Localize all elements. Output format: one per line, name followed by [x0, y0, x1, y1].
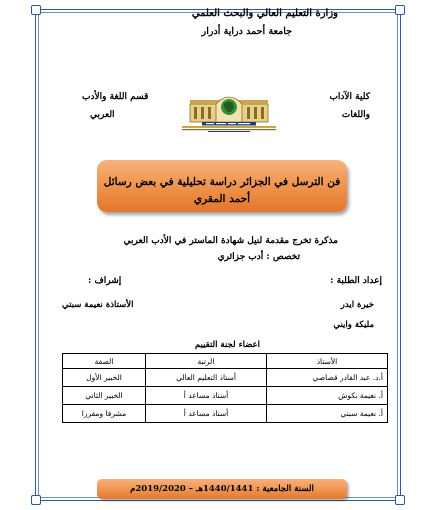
table-row: [63, 405, 388, 423]
table-row: [63, 369, 388, 387]
faculty-name-line2: واللغات: [341, 110, 370, 120]
table-cell: أ.د. عبد القادر قصاصي: [267, 369, 388, 387]
student-name: خيرة ايدر: [340, 300, 374, 310]
thesis-title-box: [97, 160, 347, 212]
table-cell: أ. نعيمة سبتي: [267, 405, 388, 423]
committee-title: اعضاء لجنة التقييم: [194, 340, 260, 350]
border-corner-ornament: [31, 495, 41, 505]
table-cell: أستاذ مساعد أ: [146, 405, 267, 423]
department-name-line2: العربي: [90, 110, 115, 120]
student-name: مليكة وايني: [333, 320, 374, 330]
thesis-specialty: تخصص : أدب جزائري: [217, 252, 300, 262]
border-corner-ornament: [395, 495, 405, 505]
column-header: الرتبة: [146, 354, 267, 369]
table-header-row: [63, 354, 388, 369]
table-cell: أستاذ التعليم العالي: [146, 369, 267, 387]
table-cell: أ. نعيمة بكوش: [267, 387, 388, 405]
department-name-line1: قسم اللغة والأدب: [82, 92, 149, 102]
column-header: الصفة: [63, 354, 146, 369]
ministry-name: وزارة التعليم العالي والبحث العلمي: [191, 8, 338, 19]
thesis-memo: مذكرة تخرج مقدمة لنيل شهادة الماستر في الأدب العربي: [123, 236, 338, 246]
academic-year-box: [97, 479, 347, 499]
university-name: جامعة أحمد دراية أدرار: [201, 26, 292, 37]
border-corner-ornament: [395, 5, 405, 15]
border-corner-ornament: [31, 5, 41, 15]
table-cell: الخبير الثاني: [63, 387, 146, 405]
supervisor-name: الأستاذة نعيمة سبتي: [62, 300, 134, 310]
table-cell: مشرفا ومقررا: [63, 405, 146, 423]
table-cell: أستاذ مساعد أ: [146, 387, 267, 405]
academic-year: السنة الجامعية : 1440/1441هـ – 2019/2020م: [130, 484, 314, 494]
supervision-label: إشراف :: [88, 276, 122, 286]
faculty-name-line1: كلية الآداب: [329, 92, 370, 102]
committee-table: [62, 353, 388, 423]
prepared-by-label: إعداد الطلبة :: [330, 276, 382, 286]
table-row: [63, 387, 388, 405]
thesis-title-line2: أحمد المقري: [193, 193, 251, 205]
thesis-title-line1: فن الترسل في الجزائر دراسة تحليلية في بعض رسائل: [103, 176, 341, 188]
column-header: الأستاذ: [267, 354, 388, 369]
table-cell: الخبير الأول: [63, 369, 146, 387]
university-logo-icon: [180, 90, 278, 134]
